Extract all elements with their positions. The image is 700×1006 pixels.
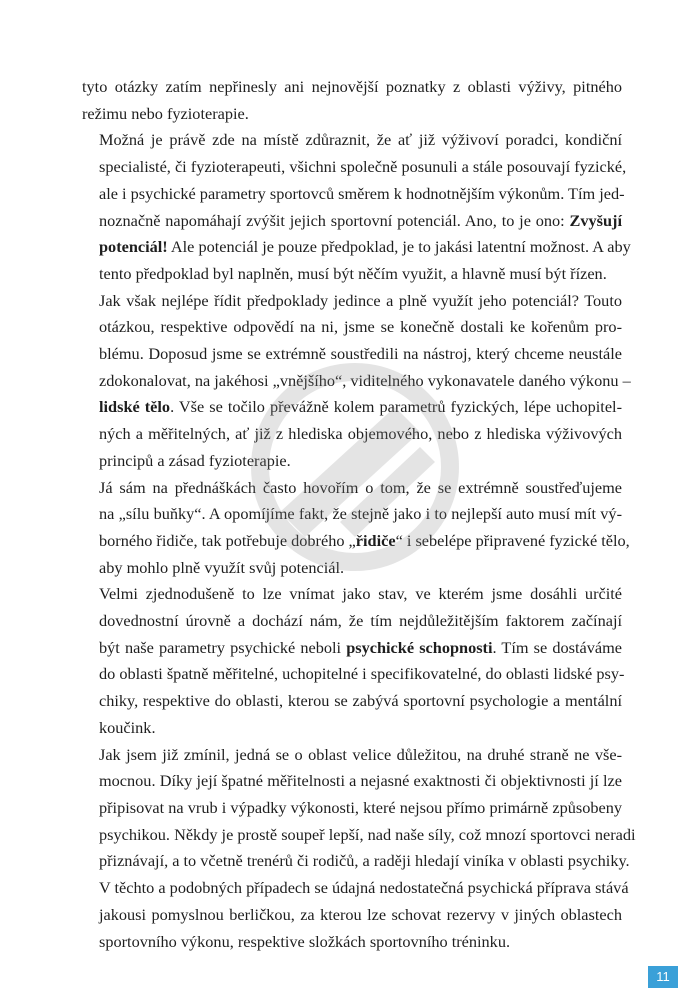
text-line [82, 795, 622, 822]
text-line [82, 715, 622, 742]
text-segment: dovednostní úrovně a dochází nám, že tím nejdůležitějším faktorem začínají [99, 611, 622, 631]
text-segment: “ i sebelépe připravené fyzické tělo, [395, 530, 630, 550]
text-segment: Možná je právě zde na místě zdůraznit, že ať již výživoví poradci, kondiční [99, 130, 622, 150]
text-segment: Já sám na přednáškách často hovořím o tom, že se extrémně soustřeďujeme [99, 477, 622, 497]
bold-text: psychické schopnosti [346, 637, 493, 657]
text-line [82, 742, 622, 769]
text-line [82, 608, 622, 635]
text-line [82, 768, 622, 795]
text-segment: noznačně napomáhají zvýšit jejich sportovní potenciál. Ano, to je ono: [99, 210, 570, 230]
text-line [82, 929, 622, 956]
text-segment: tyto otázky zatím nepřinesly ani nejnovější poznatky z oblasti výživy, pitného [82, 77, 622, 96]
text-line [82, 234, 631, 261]
bold-text: potenciál! [99, 237, 168, 257]
text-segment: borného řidiče, tak potřebuje dobrého „ [99, 530, 356, 550]
paragraph [82, 475, 630, 582]
text-line [82, 288, 622, 315]
text-segment: Velmi zjednodušeně to lze vnímat jako stav, ve kterém jsme dosáhli určité [99, 584, 622, 604]
text-segment: jakousi pomyslnou berličkou, za kterou lze schovat rezervy v jiných oblastech [99, 904, 622, 924]
text-line [82, 154, 627, 181]
text-line [82, 528, 630, 555]
text-line [82, 421, 622, 448]
text-segment: do oblasti špatně měřitelné, uchopitelné i specifikovatelné, do oblasti lidské psy- [99, 664, 625, 684]
paragraph [82, 127, 631, 287]
text-line [82, 661, 625, 688]
text-line [82, 475, 622, 502]
text-segment: mocnou. Díky její špatné měřitelnosti a nejasné exaktnosti či objektivnosti jí lze [99, 771, 622, 791]
text-line [82, 261, 622, 288]
text-line [82, 181, 625, 208]
text-line [82, 902, 622, 929]
text-segment: specialisté, či fyzioterapeuti, všichni společně posunuli a stále posouvají fyzické, [99, 157, 627, 177]
paragraph [82, 581, 625, 741]
text-line [82, 208, 622, 235]
text-line [82, 127, 622, 154]
body-text [82, 74, 636, 955]
text-segment: . Tím se dostáváme [492, 637, 623, 657]
text-segment: blému. Doposud jsme se extrémně soustředili na nástroj, který chceme neustále [99, 344, 622, 364]
text-line [82, 555, 622, 582]
text-segment: principů a zásad fyzioterapie. [99, 450, 291, 470]
text-line [82, 581, 622, 608]
text-line [82, 448, 622, 475]
text-line [82, 635, 622, 662]
text-segment: přiznávají, a to včetně trenérů či rodičů, a raději hledají viníka v oblasti psychiky. [99, 851, 630, 871]
text-segment: na „sílu buňky“. A opomíjíme fakt, že stejně jako i to nejlepší auto musí mít vý- [99, 504, 622, 524]
paragraph [82, 288, 631, 475]
text-segment: sportovního výkonu, respektive složkách sportovního tréninku. [99, 931, 511, 951]
text-segment: Ale potenciál je pouze předpoklad, je to jakási latentní možnost. A aby [167, 237, 631, 257]
text-segment: . Vše se točilo převážně kolem parametrů fyzických, lépe uchopitel- [170, 397, 622, 417]
text-segment: Jak jsem již zmínil, jedná se o oblast velice důležitou, na druhé straně ne vše- [99, 744, 622, 764]
text-segment: Jak však nejlépe řídit předpoklady jedince a plně využít jeho potenciál? Touto [99, 290, 622, 310]
text-line [82, 848, 630, 875]
text-segment: ných a měřitelných, ať již z hlediska objemového, nebo z hlediska výživových [99, 424, 622, 444]
text-segment: otázkou, respektive odpovědí na ni, jsme se konečně dostali ke kořenům pro- [99, 317, 622, 337]
text-line [82, 875, 629, 902]
text-line [82, 314, 622, 341]
text-line [82, 341, 622, 368]
text-segment: zdokonalovat, na jakéhosi „vnějšího“, viditelného vykonavatele daného výkonu – [99, 370, 631, 390]
text-segment: režimu nebo fyzioterapie. [82, 103, 249, 123]
text-segment: připisovat na vrub i výpadky výkonosti, které nejsou přímo primárně způsobeny [99, 797, 622, 817]
text-line [82, 688, 622, 715]
bold-text: řidiče [355, 530, 396, 550]
page-number: 11 [648, 966, 678, 988]
text-line [82, 74, 622, 101]
text-segment: být naše parametry psychické neboli [99, 637, 347, 657]
text-segment: ale i psychické parametry sportovců směrem k hodnotnějším výkonům. Tím jed- [99, 183, 625, 203]
text-line [82, 101, 622, 128]
text-line [82, 822, 636, 849]
text-line [82, 394, 622, 421]
text-segment: tento předpoklad byl naplněn, musí být něčím využit, a hlavně musí být řízen. [99, 263, 607, 283]
text-segment: psychikou. Někdy je prostě soupeř lepší, nad naše síly, což mnozí sportovci neradi [99, 824, 636, 844]
text-line [82, 368, 631, 395]
paragraph [82, 74, 622, 127]
bold-text: Zvyšují [569, 210, 622, 230]
bold-text: lidské tělo [99, 397, 171, 417]
text-segment: chiky, respektive do oblasti, kterou se zabývá sportovní psychologie a mentální [99, 691, 622, 711]
text-segment: aby mohlo plně využít svůj potenciál. [99, 557, 345, 577]
text-segment: koučink. [99, 717, 156, 737]
text-line [82, 501, 622, 528]
paragraph [82, 742, 636, 956]
text-segment: V těchto a podobných případech se údajná nedostatečná psychická příprava stává [99, 878, 629, 898]
